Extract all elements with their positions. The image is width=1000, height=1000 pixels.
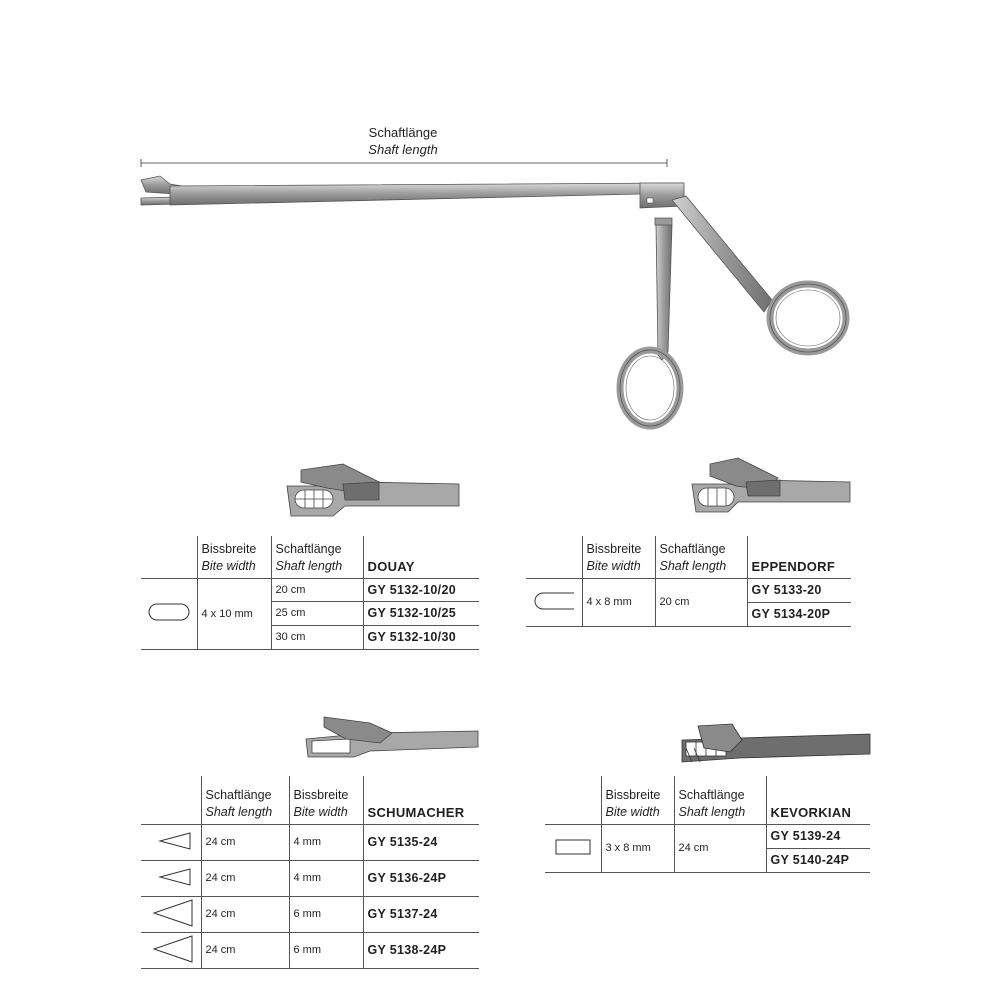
schumacher-bite-value: 4 mm [289,860,363,896]
bite-shape-half-oval-icon [526,578,582,626]
schumacher-title: SCHUMACHER [363,776,479,824]
schumacher-shaft-value: 24 cm [201,824,289,860]
douay-bite-value: 4 x 10 mm [197,578,271,649]
douay-title: DOUAY [363,536,479,578]
douay-product-code: GY 5132-10/25 [363,601,479,625]
eppendorf-bite-value: 4 x 8 mm [582,578,655,626]
shaft-length-header: Schaftlänge Shaft length [674,776,766,824]
schumacher-product-code: GY 5138-24P [363,932,479,968]
shaft-length-label-de: Schaftlänge [368,125,438,140]
schumacher-product-code: GY 5135-24 [363,824,479,860]
bite-shape-triangle-icon [141,860,201,896]
bite-shape-triangle-large-icon [141,932,201,968]
douay-shaft-value: 20 cm [271,578,363,601]
schumacher-product-code: GY 5137-24 [363,896,479,932]
eppendorf-shaft-value: 20 cm [655,578,747,626]
kevorkian-title: KEVORKIAN [766,776,870,824]
schumacher-product-code: GY 5136-24P [363,860,479,896]
kevorkian-product-code: GY 5140-24P [766,848,870,872]
bite-shape-rectangle-icon [545,824,601,872]
schumacher-table [141,776,479,969]
douay-table [141,536,479,650]
shaft-length-dimension-line [141,159,667,167]
bite-width-header: Bissbreite Bite width [289,776,363,824]
schumacher-tip-illustration [300,713,480,763]
douay-product-code: GY 5132-10/30 [363,625,479,649]
schumacher-shaft-value: 24 cm [201,896,289,932]
bite-width-header: Bissbreite Bite width [582,536,655,578]
eppendorf-product-code: GY 5133-20 [747,578,851,602]
douay-shaft-value: 30 cm [271,625,363,649]
shaft-length-label-en: Shaft length [368,142,438,157]
kevorkian-tip-illustration [680,722,872,768]
eppendorf-table [526,536,851,627]
bite-width-header: Bissbreite Bite width [197,536,271,578]
bite-shape-triangle-icon [141,824,201,860]
schumacher-bite-value: 6 mm [289,932,363,968]
eppendorf-title: EPPENDORF [747,536,851,578]
schumacher-bite-value: 4 mm [289,824,363,860]
eppendorf-tip-illustration [688,456,853,518]
bite-width-header: Bissbreite Bite width [601,776,674,824]
schumacher-shaft-value: 24 cm [201,860,289,896]
kevorkian-product-code: GY 5139-24 [766,824,870,848]
rongeur-instrument-illustration [0,0,1000,440]
shaft-length-header: Schaftlänge Shaft length [655,536,747,578]
kevorkian-bite-value: 3 x 8 mm [601,824,674,872]
eppendorf-product-code: GY 5134-20P [747,602,851,626]
douay-product-code: GY 5132-10/20 [363,578,479,601]
shaft-length-header: Schaftlänge Shaft length [271,536,363,578]
schumacher-bite-value: 6 mm [289,896,363,932]
schumacher-shaft-value: 24 cm [201,932,289,968]
douay-tip-illustration [283,460,463,522]
bite-shape-oval-icon [141,578,197,649]
shaft-length-header: Schaftlänge Shaft length [201,776,289,824]
douay-shaft-value: 25 cm [271,601,363,625]
bite-shape-triangle-large-icon [141,896,201,932]
kevorkian-shaft-value: 24 cm [674,824,766,872]
kevorkian-table [545,776,870,873]
